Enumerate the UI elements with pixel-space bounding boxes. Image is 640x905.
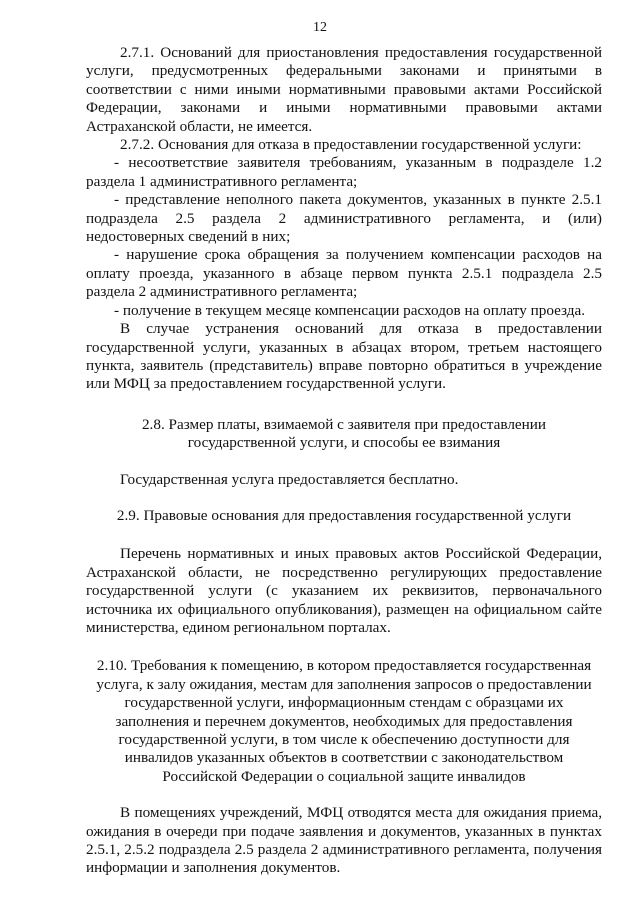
page-content bbox=[86, 44, 602, 878]
heading-2-9: 2.9. Правовые основания для предоставления государственной услуги bbox=[116, 506, 572, 524]
refusal-ground-3: - нарушение срока обращения за получением компенсации расходов на оплату проезда, указанного в абзаце первом пункта 2.5.1 подраздела 2.5 раздела 2 административного регламента; bbox=[86, 246, 602, 301]
paragraph-free-service: Государственная услуга предоставляется бесплатно. bbox=[120, 470, 459, 488]
refusal-ground-4: - получение в текущем месяце компенсации расходов на оплату проезда. bbox=[114, 301, 586, 319]
refusal-ground-1: - несоответствие заявителя требованиям, указанным в подразделе 1.2 раздела 1 административного регламента; bbox=[86, 154, 602, 190]
refusal-ground-2: - представление неполного пакета документов, указанных в пункте 2.5.1 подраздела 2.5 раздела 2 административного регламента, и (или) недостоверных сведений в них; bbox=[86, 191, 602, 246]
heading-2-8: 2.8. Размер платы, взимаемой с заявителя при предоставлении государственной услуги, и способы ее взимания bbox=[141, 415, 547, 452]
paragraph-2-7-1: 2.7.1. Оснований для приостановления предоставления государственной услуги, предусмотренных федеральными законами и принятыми в соответствии с ними иными нормативными правовыми актами Российской Федерации, законами и иными нормативными правовыми актами Астраханской области, не имеется. bbox=[86, 44, 602, 135]
paragraph-waiting-areas: В помещениях учреждений, МФЦ отводятся места для ожидания приема, ожидания в очереди при подаче заявления и документов, указанных в пунктах 2.5.1, 2.5.2 подраздела 2.5 раздела 2 административного регламента, получения информации и заполнения документов. bbox=[86, 804, 602, 877]
page-number: 12 bbox=[313, 20, 327, 35]
paragraph-resubmission: В случае устранения оснований для отказа в предоставлении государственной услуги, указанных в абзацах втором, третьем настоящего пункта, заявитель (представитель) вправе повторно обратиться в учреждение или МФЦ за предоставлением государственной услуги. bbox=[86, 320, 602, 393]
paragraph-legal-acts: Перечень нормативных и иных правовых актов Российской Федерации, Астраханской области, не посредственно регулирующих предоставление государственной услуги (с указанием их реквизитов, первоначального источника их официального опубликования), размещен на официальном сайте министерства, едином региональном порталах. bbox=[86, 545, 602, 636]
heading-2-10: 2.10. Требования к помещению, в котором предоставляется государственная услуга, к залу ожидания, местам для заполнения запросов о предоставлении государственной услуги, информационным стендам с образцами их заполнения и перечнем документов, необходимых для предоставления государственной услуги, в том числе к обеспечению доступности для инвалидов указанных объектов в соответствии с законодательством Российской Федерации о социальной защите инвалидов bbox=[96, 657, 592, 785]
paragraph-2-7-2: 2.7.2. Основания для отказа в предоставлении государственной услуги: bbox=[120, 136, 582, 154]
